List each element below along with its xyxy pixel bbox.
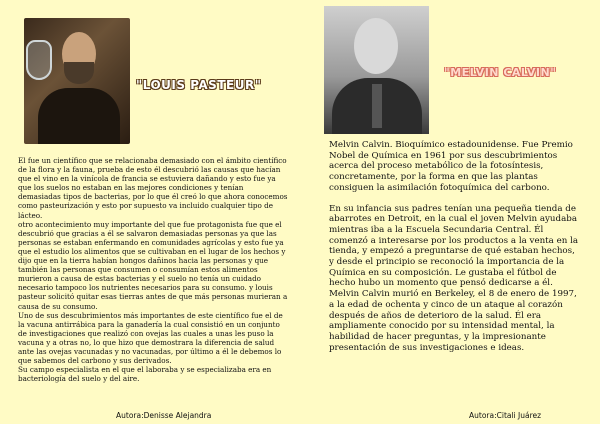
pasteur-author: Autora:Denisse Alejandra xyxy=(116,411,212,420)
louis-pasteur-portrait xyxy=(24,18,130,144)
calvin-text xyxy=(329,140,579,363)
pasteur-paragraph-2: otro acontecimiento muy importante del que fue protagonista fue que el descubrió que gracias a él se salvaron demasiadas personas ya que las personas se estaban enfermando en comunidades agrícolas y esto fue ya que el estudio los alimentos que se cultivaban en el lugar de los hechos y dijo que en la tierra habían hongos dañinos hacia las personas y que también las personas que consumen o consumían estos alimentos murieron a causa de estas bacterias y el suelo no tenía un cuidado necesario tampoco los nutrientes necesarios para su consumo. y louis pasteur solicitó quitar esas tierras antes de que más personas murieran a causa de su consumo. xyxy=(18,219,288,311)
calvin-paragraph-1: Melvin Calvin. Bioquímico estadounidense. Fue Premio Nobel de Química en 1961 por sus descubrimientos acerca del proceso metabólico de la fotosíntesis, concretamente, por la forma en que las plantas consiguen la asimilación fotoquímica del carbono. xyxy=(329,140,573,193)
flask-illustration xyxy=(26,40,52,80)
pasteur-paragraph-3: Uno de sus descubrimientos más importantes de este científico fue el de la vacuna antirrábica para la ganadería la cual consistió en un conjunto de investigaciones que realizó con ovejas las cuales a unas les puso la vacuna y a otras no, lo que hizo que demostrara la diferencia de salud ante las ovejas vacunadas y no vacunadas, por último a él le debemos lo que sabemos del carbono y sus derivados. xyxy=(18,310,283,366)
calvin-paragraph-2: En su infancia sus padres tenían una pequeña tienda de abarrotes en Detroit, en la cual el joven Melvin ayudaba mientras iba a la Escuela Secundaria Central. Él comenzó a interesarse por los productos a la venta en la tienda, y empezó a preguntarse de qué estaban hechos, y desde el principio se reconoció la importancia de la Química en su composición. Le gustaba el fútbol de hecho hubo un momento que pensó dedicarse a él. Melvin Calvin murió en Berkeley, el 8 de enero de 1997, a la edad de ochenta y cinco de un ataque al corazón después de años de deterioro de la salud. Él era ampliamente conocido por su intensidad mental, la habilidad de hacer preguntas, y la impresionante presentación de sus investigaciones e ideas. xyxy=(329,203,579,353)
melvin-calvin-portrait xyxy=(324,6,429,134)
portrait-face xyxy=(354,18,398,74)
pasteur-title: "LOUIS PASTEUR" xyxy=(136,78,262,92)
pasteur-paragraph-1: El fue un científico que se relacionaba demasiado con el ámbito científico de la flora y la fauna, prueba de esto él descubrió las causas que hacían que el vino en la vinícola de francia se estuviera dañando y esto fue ya que los suelos no estaban en las mejores condiciones y tenían demasiadas tipos de bacterias, por lo que él creó lo que ahora conocemos como pasteurización y esto por supuesto va incluido cualquier tipo de lácteo. xyxy=(18,156,288,220)
portrait-tie xyxy=(372,84,382,128)
pasteur-text xyxy=(18,156,288,383)
calvin-author: Autora:Citali Juárez xyxy=(469,411,542,420)
portrait-coat xyxy=(38,88,120,144)
pasteur-paragraph-4: Su campo especialista en el que el laboraba y se especializaba era en bacteriología del suelo y del aire. xyxy=(18,365,272,384)
calvin-title: "MELVIN CALVIN" xyxy=(444,66,557,79)
portrait-beard xyxy=(64,62,94,84)
